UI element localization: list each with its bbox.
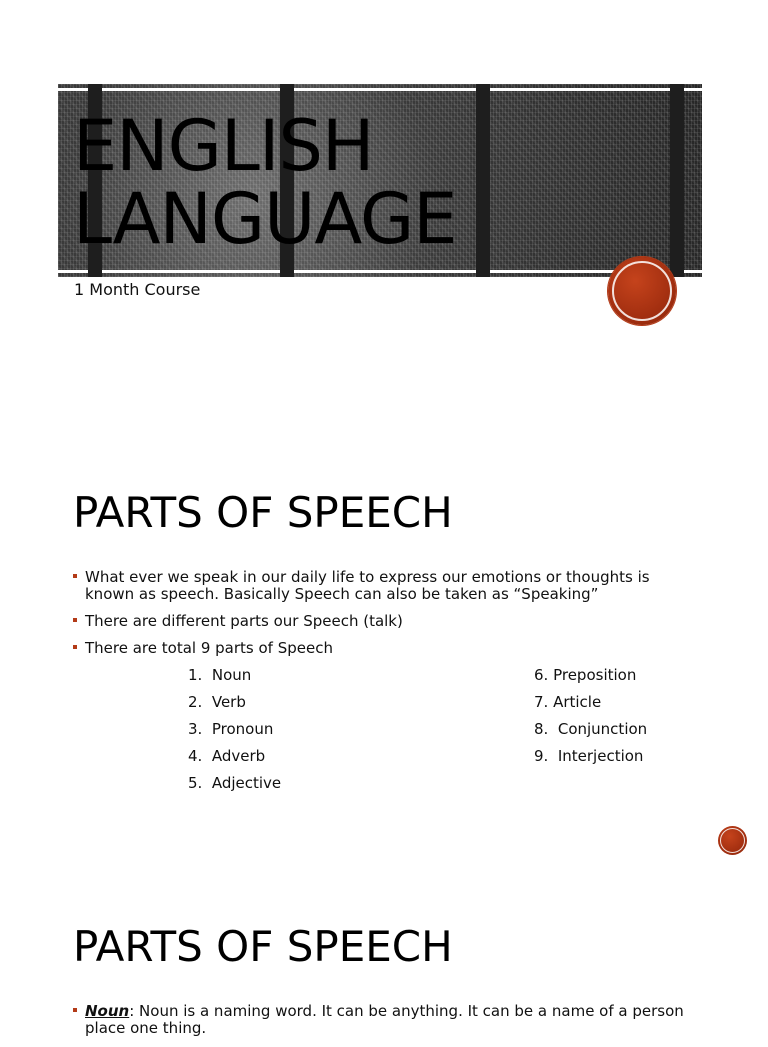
list-item xyxy=(73,1003,693,1037)
slide-heading: PARTS OF SPEECH xyxy=(73,488,453,537)
list-item: 7. Article xyxy=(534,693,602,711)
title-line-1: ENGLISH xyxy=(73,105,374,187)
title-line-2: LANGUAGE xyxy=(73,178,457,260)
list-item: There are different parts our Speech (talk) xyxy=(73,613,693,630)
parts-list-right xyxy=(534,667,647,775)
list-item: What ever we speak in our daily life to express our emotions or thoughts is known as speech. Basically Speech can also be taken as “Speaking” xyxy=(73,569,693,603)
bullet-list xyxy=(73,1003,693,1047)
presentation-subtitle: 1 Month Course xyxy=(74,280,201,299)
parts-list-left xyxy=(188,667,281,802)
presentation-title xyxy=(73,105,457,260)
orange-circle-ornament-icon xyxy=(718,826,747,855)
orange-circle-ornament-icon xyxy=(608,257,676,325)
noun-term: Noun xyxy=(85,1002,130,1020)
list-item: 6. Preposition xyxy=(534,666,637,684)
list-item: 4. Adverb xyxy=(188,747,266,765)
bullet-list xyxy=(73,569,693,667)
slide-heading: PARTS OF SPEECH xyxy=(73,922,453,971)
list-item: 5. Adjective xyxy=(188,774,282,792)
noun-definition: : Noun is a naming word. It can be anything. It can be a name of a person place one thing. xyxy=(85,1002,684,1037)
list-item: 1. Noun xyxy=(188,666,252,684)
title-slide xyxy=(0,0,768,420)
list-item: 2. Verb xyxy=(188,693,246,711)
list-item: 3. Pronoun xyxy=(188,720,274,738)
list-item: 9. Interjection xyxy=(534,747,644,765)
list-item: There are total 9 parts of Speech xyxy=(73,640,693,657)
list-item: 8. Conjunction xyxy=(534,720,648,738)
